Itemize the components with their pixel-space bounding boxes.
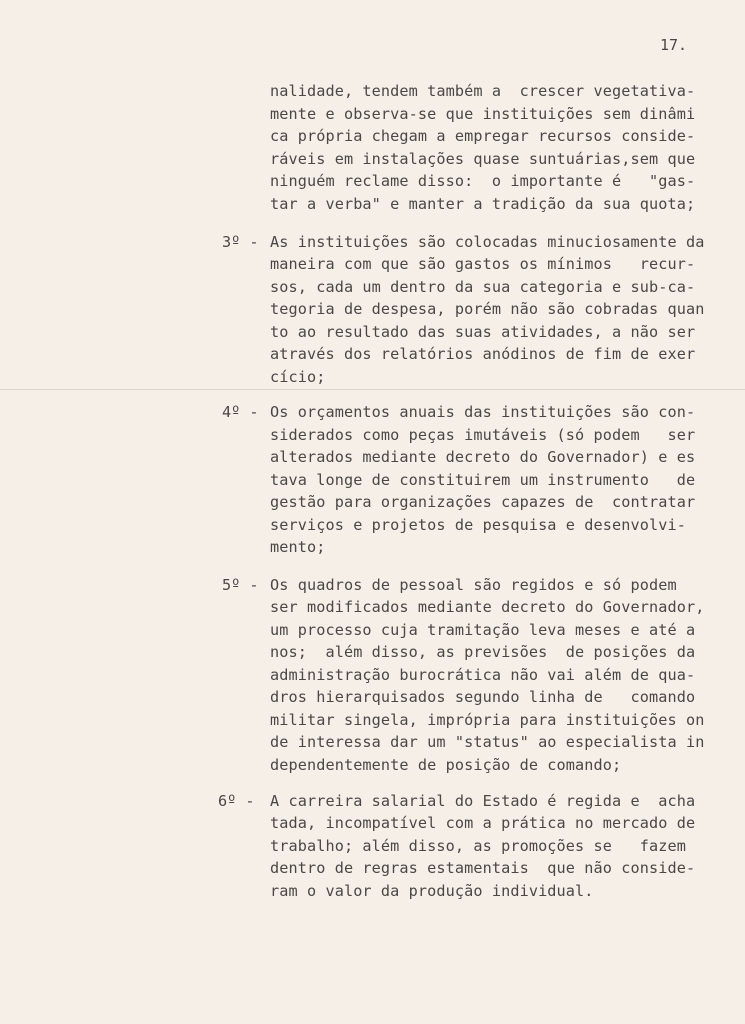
item-number: 6º - (218, 792, 255, 810)
text-line: tar a verba" e manter a tradição da sua quota; (270, 195, 696, 213)
text-line: mento; (270, 538, 326, 556)
text-line: de interessa dar um "status" ao especialista in (270, 733, 705, 751)
item-number: 5º - (222, 576, 259, 594)
text-line: militar singela, imprópria para instituições on (270, 711, 705, 729)
text-line: ráveis em instalações quase suntuárias,sem que (270, 150, 696, 168)
text-line: ca própria chegam a empregar recursos conside- (270, 127, 696, 145)
item-number: 3º - (222, 233, 259, 251)
fold-line (0, 389, 745, 390)
item-number: 4º - (222, 403, 259, 421)
text-line: Os orçamentos anuais das instituições são con- (270, 403, 696, 421)
text-line: sos, cada um dentro da sua categoria e sub-ca- (270, 278, 696, 296)
text-line: gestão para organizações capazes de contratar (270, 493, 696, 511)
text-line: mente e observa-se que instituições sem dinâmi (270, 105, 696, 123)
text-line: um processo cuja tramitação leva meses e até a (270, 621, 696, 639)
text-line: dependentemente de posição de comando; (270, 756, 622, 774)
text-line: siderados como peças imutáveis (só podem ser (270, 426, 696, 444)
text-line: serviços e projetos de pesquisa e desenvolvi- (270, 516, 686, 534)
text-line: nos; além disso, as previsões de posições da (270, 643, 696, 661)
text-line: trabalho; além disso, as promoções se fazem (270, 837, 686, 855)
text-line: nalidade, tendem também a crescer vegetativa- (270, 82, 696, 100)
text-line: alterados mediante decreto do Governador) e es (270, 448, 696, 466)
text-line: tava longe de constituirem um instrumento de (270, 471, 696, 489)
text-line: dros hierarquisados segundo linha de comando (270, 688, 696, 706)
text-line: Os quadros de pessoal são regidos e só podem (270, 576, 677, 594)
text-line: ser modificados mediante decreto do Governador, (270, 598, 705, 616)
text-line: to ao resultado das suas atividades, a não ser (270, 323, 696, 341)
text-line: As instituições são colocadas minuciosamente da (270, 233, 705, 251)
text-line: ninguém reclame disso: o importante é "gas- (270, 172, 696, 190)
page-number: 17. (660, 36, 688, 54)
text-line: tegoria de despesa, porém não são cobradas quan (270, 300, 705, 318)
text-line: ram o valor da produção individual. (270, 882, 594, 900)
text-line: administração burocrática não vai além de qua- (270, 666, 696, 684)
text-line: através dos relatórios anódinos de fim de exer (270, 345, 696, 363)
text-line: cício; (270, 368, 326, 386)
text-line: maneira com que são gastos os mínimos recur- (270, 255, 696, 273)
text-line: tada, incompatível com a prática no mercado de (270, 814, 696, 832)
text-line: dentro de regras estamentais que não conside- (270, 859, 696, 877)
text-line: A carreira salarial do Estado é regida e acha (270, 792, 696, 810)
